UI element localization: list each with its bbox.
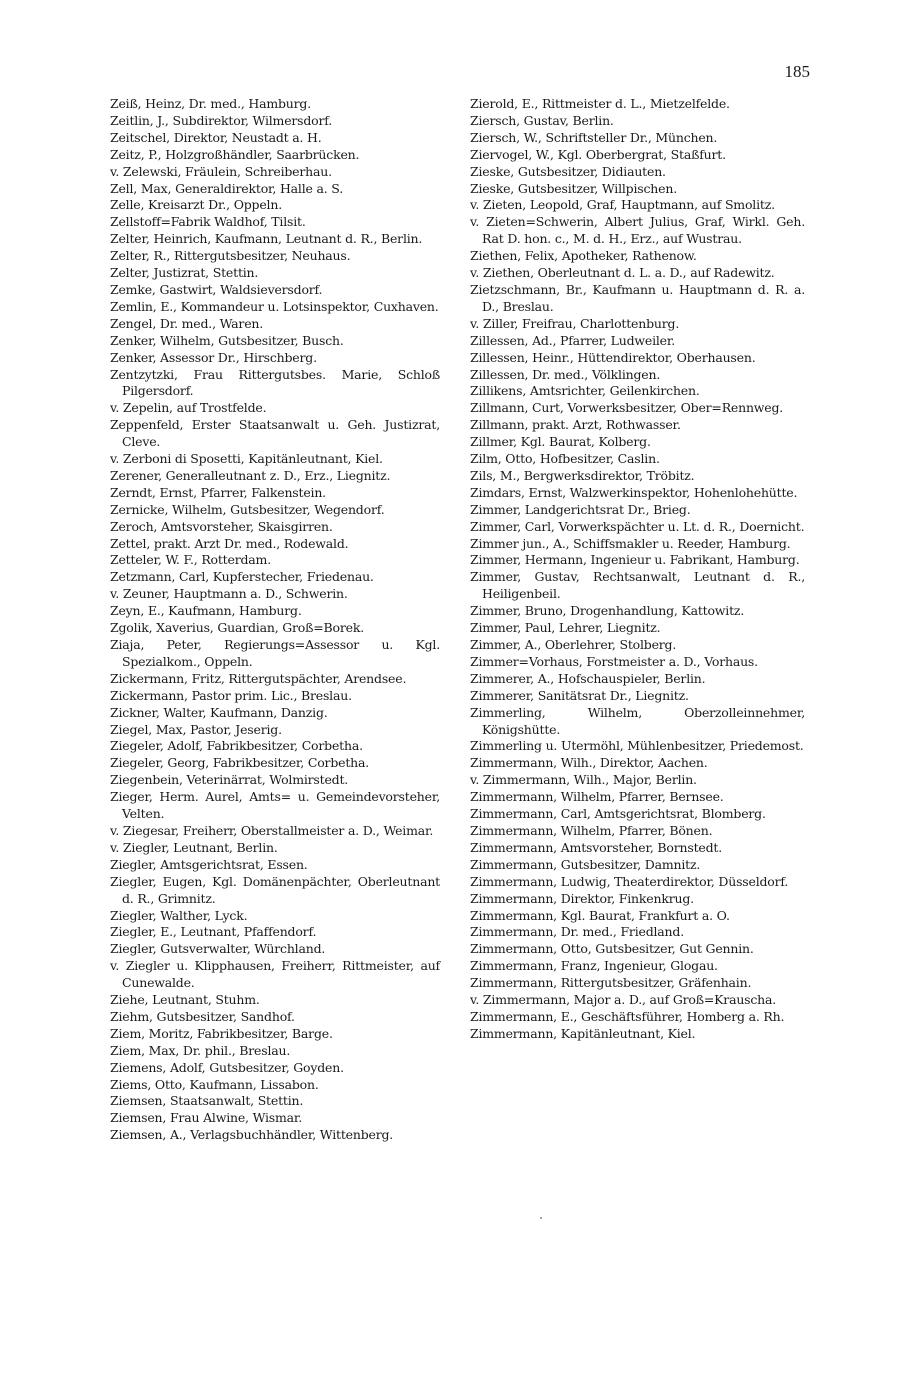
directory-entry: Ziaja, Peter, Regierungs=Assessor u. Kgl. Spezialkom., Oppeln.: [110, 637, 440, 669]
directory-entry: Zimmermann, Wilhelm, Pfarrer, Bernsee.: [470, 789, 724, 805]
directory-entry: Ziegler, Amtsgerichtsrat, Essen.: [110, 856, 308, 872]
directory-entry: Ziersch, W., Schriftsteller Dr., München.: [470, 129, 718, 145]
directory-entry: Zillmer, Kgl. Baurat, Kolberg.: [470, 434, 651, 450]
directory-entry: Ziemsen, Frau Alwine, Wismar.: [110, 1110, 303, 1126]
directory-entry: v. Zieten, Leopold, Graf, Hauptmann, auf Smolitz.: [470, 197, 775, 213]
directory-entry: Zimmermann, Rittergutsbesitzer, Gräfenhain.: [470, 975, 752, 991]
directory-entry: Zieger, Herm. Aurel, Amts= u. Gemeindevorsteher, Velten.: [110, 789, 440, 822]
directory-entry: v. Zieten=Schwerin, Albert Julius, Graf, Wirkl. Geh. Rat D. hon. c., M. d. H., Erz., auf Wustrau.: [470, 214, 805, 247]
directory-entry: v. Ziegesar, Freiherr, Oberstallmeister a. D., Weimar.: [110, 822, 434, 838]
directory-entry: Zieske, Gutsbesitzer, Didiauten.: [470, 163, 666, 179]
directory-entry: Zietzschmann, Br., Kaufmann u. Hauptmann d. R. a. D., Breslau.: [470, 281, 805, 314]
directory-entry: Zeppenfeld, Erster Staatsanwalt u. Geh. Justizrat, Cleve.: [110, 417, 440, 450]
directory-entry: Zeitschel, Direktor, Neustadt a. H.: [110, 129, 322, 145]
directory-entry: Zentzytzki, Frau Rittergutsbes. Marie, Schloß Pilgersdorf.: [110, 366, 440, 399]
directory-entry: Zillmann, Curt, Vorwerksbesitzer, Ober=Rennweg.: [470, 400, 784, 416]
directory-entry: Ziem, Moritz, Fabrikbesitzer, Barge.: [110, 1025, 333, 1041]
directory-entry: Zimmerling, Wilhelm, Oberzolleinnehmer, Königshütte.: [470, 704, 805, 737]
directory-entry: v. Ziegler, Leutnant, Berlin.: [110, 839, 278, 855]
directory-entry: Zimmermann, Franz, Ingenieur, Glogau.: [470, 958, 718, 974]
directory-entry: Zernicke, Wilhelm, Gutsbesitzer, Wegendorf.: [110, 501, 385, 517]
directory-entry: Ziegler, Eugen, Kgl. Domänenpächter, Oberleutnant d. R., Grimnitz.: [110, 873, 440, 906]
directory-entry: Zeitlin, J., Subdirektor, Wilmersdorf.: [110, 112, 333, 128]
directory-entry: Zelter, Heinrich, Kaufmann, Leutnant d. R., Berlin.: [110, 231, 423, 247]
page-number: 185: [784, 62, 810, 81]
directory-entry: Zimmer, Hermann, Ingenieur u. Fabrikant, Hamburg.: [470, 552, 800, 568]
directory-entry: Zickermann, Pastor prim. Lic., Breslau.: [110, 687, 352, 703]
directory-entry: Ziem, Max, Dr. phil., Breslau.: [110, 1042, 291, 1058]
directory-entry: Zettel, prakt. Arzt Dr. med., Rodewald.: [110, 535, 349, 551]
directory-entry: Ziegel, Max, Pastor, Jeserig.: [110, 721, 282, 737]
directory-entry: Zillessen, Dr. med., Völklingen.: [470, 366, 661, 382]
directory-entry: Zerndt, Ernst, Pfarrer, Falkenstein.: [110, 484, 326, 500]
directory-entry: v. Zelewski, Fräulein, Schreiberhau.: [110, 163, 332, 179]
directory-entry: Zimmer jun., A., Schiffsmakler u. Reeder, Hamburg.: [470, 535, 791, 551]
directory-entry: Zemlin, E., Kommandeur u. Lotsinspektor, Cuxhaven.: [110, 298, 439, 314]
directory-entry: Zellstoff=Fabrik Waldhof, Tilsit.: [110, 214, 306, 230]
directory-entry: Ziegler, E., Leutnant, Pfaffendorf.: [110, 924, 317, 940]
directory-entry: Zimmer, Bruno, Drogenhandlung, Kattowitz.: [470, 603, 745, 619]
directory-entry: v. Zerboni di Sposetti, Kapitänleutnant, Kiel.: [110, 451, 383, 467]
directory-entry: Zetzmann, Carl, Kupferstecher, Friedenau.: [110, 569, 374, 585]
directory-entry: Zillmann, prakt. Arzt, Rothwasser.: [470, 417, 681, 433]
directory-entry: Ziegler, Walther, Lyck.: [110, 907, 248, 923]
directory-entry: Zimmer, Paul, Lehrer, Liegnitz.: [470, 620, 661, 636]
directory-entry: Zimdars, Ernst, Walzwerkinspektor, Hohenlohehütte.: [470, 484, 798, 500]
directory-entry: Zelle, Kreisarzt Dr., Oppeln.: [110, 197, 282, 213]
directory-entry: Zeiß, Heinz, Dr. med., Hamburg.: [110, 96, 312, 111]
directory-entry: Ziegeler, Adolf, Fabrikbesitzer, Corbetha.: [110, 738, 363, 754]
directory-entry: v. Ziller, Freifrau, Charlottenburg.: [470, 315, 680, 331]
directory-entry: Ziegler, Gutsverwalter, Würchland.: [110, 941, 326, 957]
directory-entry: Zemke, Gastwirt, Waldsieversdorf.: [110, 281, 323, 297]
directory-entry: Zickermann, Fritz, Rittergutspächter, Arendsee.: [110, 670, 407, 686]
directory-entry: Zils, M., Bergwerksdirektor, Tröbitz.: [470, 467, 695, 483]
directory-entry: Zimmermann, Kapitänleutnant, Kiel.: [470, 1025, 696, 1041]
directory-entry: Zenker, Wilhelm, Gutsbesitzer, Busch.: [110, 332, 344, 348]
left-column: [110, 96, 440, 1144]
directory-entry: Ziethen, Felix, Apotheker, Rathenow.: [470, 248, 697, 264]
directory-entry: Zelter, Justizrat, Stettin.: [110, 265, 259, 281]
directory-entry: Zgolik, Xaverius, Guardian, Groß=Borek.: [110, 620, 364, 636]
directory-entry: Ziemsen, Staatsanwalt, Stettin.: [110, 1093, 304, 1109]
directory-entry: Zillessen, Heinr., Hüttendirektor, Oberhausen.: [470, 349, 756, 365]
directory-entry: v. Ziethen, Oberleutnant d. L. a. D., auf Radewitz.: [470, 265, 775, 281]
directory-entry: Zimmer, Gustav, Rechtsanwalt, Leutnant d. R., Heiligenbeil.: [470, 569, 805, 602]
directory-entry: Zieske, Gutsbesitzer, Willpischen.: [470, 180, 677, 196]
directory-entry: Zimmermann, Direktor, Finkenkrug.: [470, 890, 694, 906]
directory-entry: Zeitz, P., Holzgroßhändler, Saarbrücken.: [110, 146, 360, 162]
directory-entry: Zengel, Dr. med., Waren.: [110, 315, 264, 331]
directory-entry: v. Zeuner, Hauptmann a. D., Schwerin.: [110, 586, 348, 602]
directory-entry: Zerener, Generalleutnant z. D., Erz., Liegnitz.: [110, 467, 391, 483]
directory-entry: Zimmermann, Ludwig, Theaterdirektor, Düsseldorf.: [470, 873, 789, 889]
directory-entry: Zelter, R., Rittergutsbesitzer, Neuhaus.: [110, 248, 351, 264]
directory-entry: Ziemens, Adolf, Gutsbesitzer, Goyden.: [110, 1059, 344, 1075]
directory-entry: Zimmermann, Gutsbesitzer, Damnitz.: [470, 856, 701, 872]
directory-entry: Zeyn, E., Kaufmann, Hamburg.: [110, 603, 302, 619]
directory-entry: Zimmermann, Amtsvorsteher, Bornstedt.: [470, 839, 722, 855]
directory-entry: Ziegenbein, Veterinärrat, Wolmirstedt.: [110, 772, 349, 788]
directory-entry: v. Zepelin, auf Trostfelde.: [110, 400, 267, 416]
directory-entry: Ziems, Otto, Kaufmann, Lissabon.: [110, 1076, 319, 1092]
directory-entry: Zimmer, Carl, Vorwerkspächter u. Lt. d. R., Doernicht.: [470, 518, 805, 534]
directory-entry: Zimmer, Landgerichtsrat Dr., Brieg.: [470, 501, 691, 517]
right-column: [470, 96, 805, 1043]
directory-entry: Zillessen, Ad., Pfarrer, Ludweiler.: [470, 332, 676, 348]
directory-entry: Zierold, E., Rittmeister d. L., Mietzelfelde.: [470, 96, 730, 111]
directory-entry: Ziersch, Gustav, Berlin.: [470, 112, 614, 128]
directory-entry: Ziervogel, W., Kgl. Oberbergrat, Staßfurt.: [470, 146, 726, 162]
directory-entry: Zilm, Otto, Hofbesitzer, Caslin.: [470, 451, 660, 467]
directory-entry: Zimmermann, Carl, Amtsgerichtsrat, Blomberg.: [470, 806, 766, 822]
directory-entry: Zimmerling u. Utermöhl, Mühlenbesitzer, Priedemost.: [470, 738, 804, 754]
directory-entry: Ziemsen, A., Verlagsbuchhändler, Wittenberg.: [110, 1127, 394, 1143]
directory-entry: Zimmermann, Otto, Gutsbesitzer, Gut Gennin.: [470, 941, 754, 957]
directory-entry: Ziegeler, Georg, Fabrikbesitzer, Corbetha.: [110, 755, 370, 771]
directory-entry: Zimmerer, A., Hofschauspieler, Berlin.: [470, 670, 706, 686]
directory-entry: Zimmermann, E., Geschäftsführer, Homberg a. Rh.: [470, 1008, 785, 1024]
directory-entry: Zimmermann, Wilh., Direktor, Aachen.: [470, 755, 708, 771]
directory-entry: Zimmermann, Kgl. Baurat, Frankfurt a. O.: [470, 907, 730, 923]
directory-entry: Zetteler, W. F., Rotterdam.: [110, 552, 271, 568]
directory-entry: Zimmerer, Sanitätsrat Dr., Liegnitz.: [470, 687, 689, 703]
directory-entry: Zickner, Walter, Kaufmann, Danzig.: [110, 704, 328, 720]
directory-entry: v. Zimmermann, Major a. D., auf Groß=Krauscha.: [470, 992, 777, 1008]
directory-entry: Zell, Max, Generaldirektor, Halle a. S.: [110, 180, 343, 196]
directory-entry: Zimmer=Vorhaus, Forstmeister a. D., Vorhaus.: [470, 653, 758, 669]
directory-entry: Zenker, Assessor Dr., Hirschberg.: [110, 349, 317, 365]
directory-entry: Ziehe, Leutnant, Stuhm.: [110, 992, 260, 1008]
directory-entry: Zeroch, Amtsvorsteher, Skaisgirren.: [110, 518, 333, 534]
directory-entry: Zimmermann, Dr. med., Friedland.: [470, 924, 684, 940]
directory-entry: v. Zimmermann, Wilh., Major, Berlin.: [470, 772, 697, 788]
directory-entry: v. Ziegler u. Klipphausen, Freiherr, Rittmeister, auf Cunewalde.: [110, 958, 440, 991]
directory-entry: Zimmermann, Wilhelm, Pfarrer, Bönen.: [470, 822, 713, 838]
scan-speck: [540, 1217, 542, 1219]
directory-entry: Zillikens, Amtsrichter, Geilenkirchen.: [470, 383, 700, 399]
directory-entry: Zimmer, A., Oberlehrer, Stolberg.: [470, 637, 677, 652]
directory-entry: Ziehm, Gutsbesitzer, Sandhof.: [110, 1008, 295, 1024]
